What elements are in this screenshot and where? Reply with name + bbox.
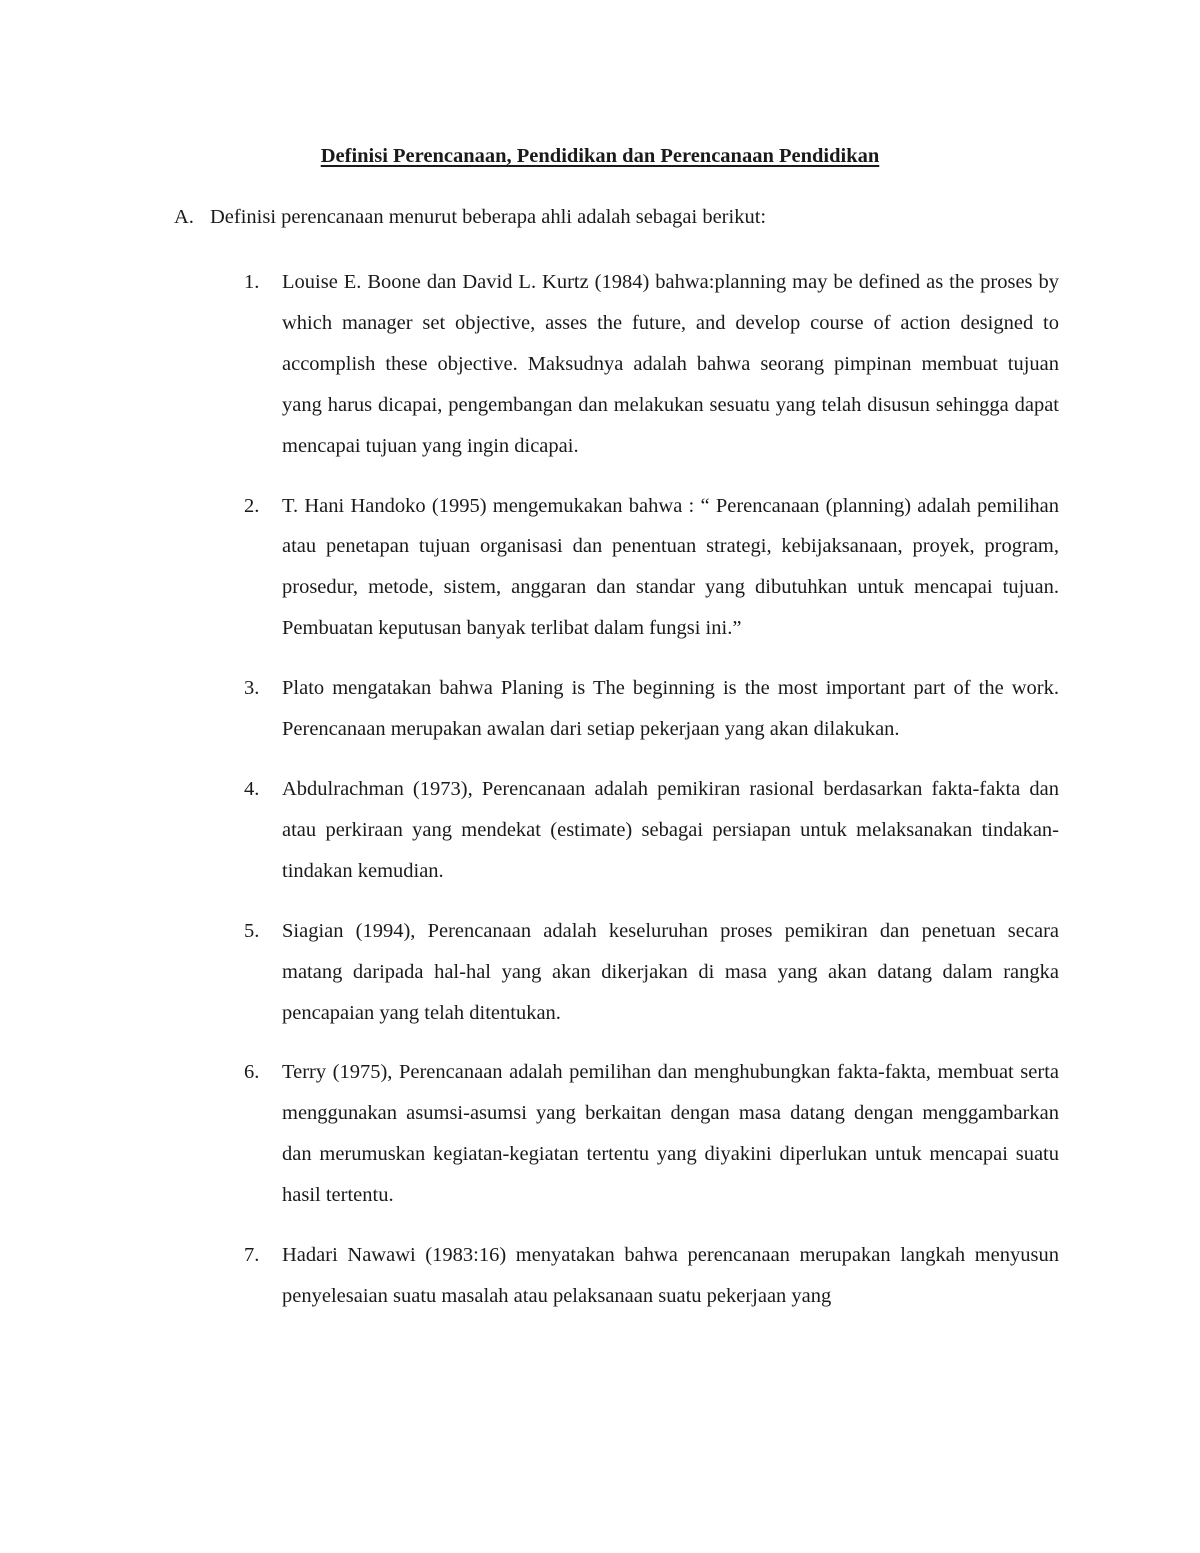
list-item [244, 1235, 1059, 1317]
item-number: 1. [244, 271, 260, 293]
section-heading [174, 203, 1074, 231]
document-title: Definisi Perencanaan, Pendidikan dan Perencanaan Pendidikan [320, 145, 880, 167]
list-item [244, 262, 1059, 467]
item-text: Siagian (1994), Perencanaan adalah keseluruhan proses pemikiran dan penetuan secara matang daripada hal-hal yang akan dikerjakan di masa yang akan datang dalam rangka pencapaian yang telah ditentukan. [282, 919, 1059, 1024]
list-item [244, 769, 1059, 892]
item-number: 5. [244, 919, 260, 942]
definition-list [244, 262, 1059, 1336]
item-text: Louise E. Boone dan David L. Kurtz (1984) bahwa:planning may be defined as the proses by which manager set objective, asses the future, and develop course of action designed to accomplish these objective. Maksudnya adalah bahwa seorang pimpinan membuat tujuan yang harus dicapai, pengembangan dan melakukan sesuatu yang telah disusun sehingga dapat mencapai tujuan yang ingin dicapai. [282, 271, 1059, 457]
item-text: T. Hani Handoko (1995) mengemukakan bahwa : “ Perencanaan (planning) adalah pemilihan atau penetapan tujuan organisasi dan penentuan strategi, kebijaksanaan, proyek, program, prosedur, metode, sistem, anggaran dan standar yang dibutuhkan untuk mencapai tujuan. Pembuatan keputusan banyak terlibat dalam fungsi ini.” [282, 494, 1059, 640]
item-number: 6. [244, 1061, 260, 1084]
section-heading-text: Definisi perencanaan menurut beberapa ahli adalah sebagai berikut: [210, 206, 767, 228]
item-number: 3. [244, 677, 260, 700]
list-item [244, 1052, 1059, 1216]
list-item [244, 668, 1059, 750]
item-text: Abdulrachman (1973), Perencanaan adalah pemikiran rasional berdasarkan fakta-fakta dan atau perkiraan yang mendekat (estimate) sebagai persiapan untuk melaksanakan tindakan-tindakan kemudian. [282, 777, 1059, 882]
item-number: 4. [244, 777, 260, 800]
item-text: Plato mengatakan bahwa Planing is The beginning is the most important part of the work. Perencanaan merupakan awalan dari setiap pekerjaan yang akan dilakukan. [282, 677, 1059, 741]
list-item [244, 486, 1059, 650]
item-text: Hadari Nawawi (1983:16) menyatakan bahwa perencanaan merupakan langkah menyusun penyelesaian suatu masalah atau pelaksanaan suatu pekerjaan yang [282, 1244, 1059, 1307]
list-item [244, 911, 1059, 1034]
item-number: 7. [244, 1244, 260, 1267]
item-text: Terry (1975), Perencanaan adalah pemilihan dan menghubungkan fakta-fakta, membuat serta menggunakan asumsi-asumsi yang berkaitan dengan masa datang dengan menggambarkan dan merumuskan kegiatan-kegiatan tertentu yang diyakini diperlukan untuk mencapai suatu hasil tertentu. [282, 1061, 1059, 1207]
item-number: 2. [244, 494, 260, 517]
section-marker: A. [174, 206, 194, 228]
